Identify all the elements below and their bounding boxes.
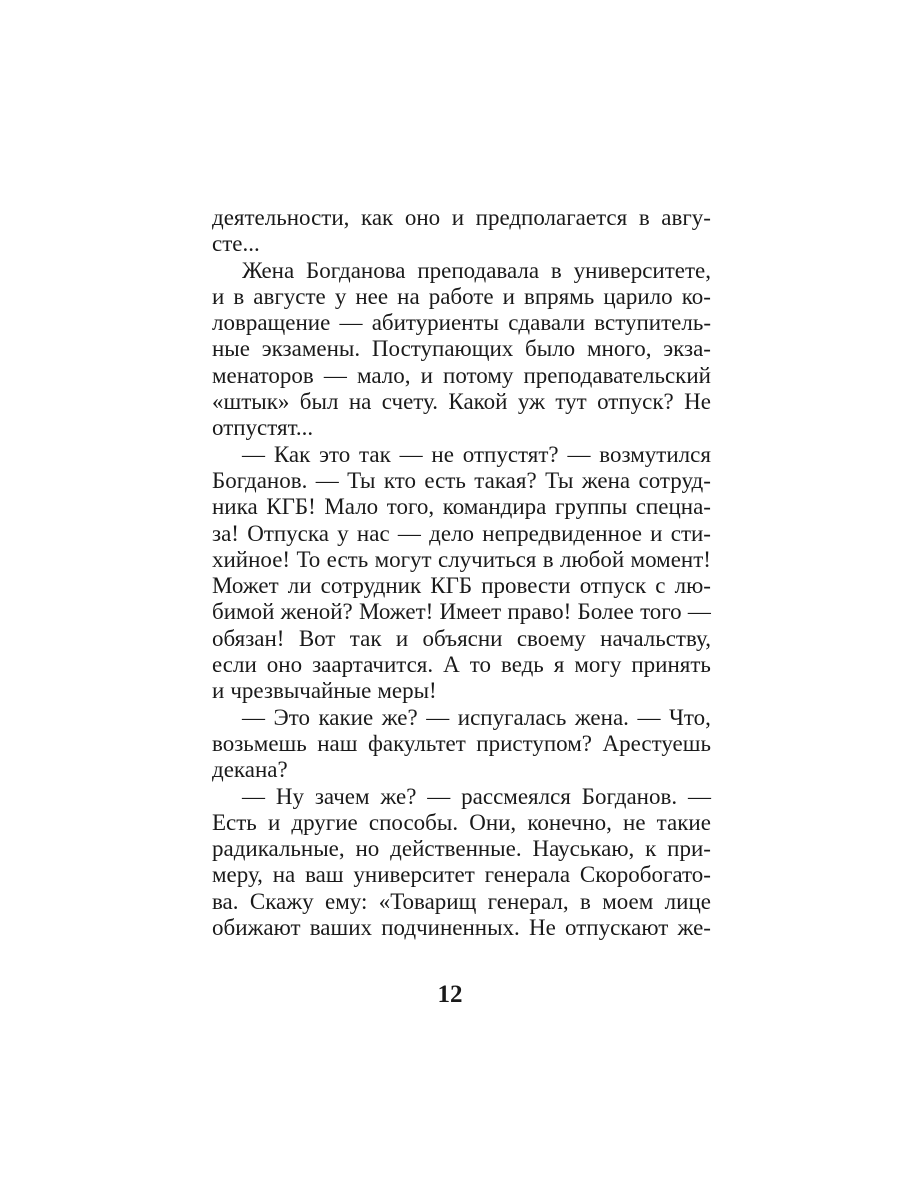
text-line: «штык» был на счету. Какой уж тут отпуск? Не [212,389,711,415]
text-line: меру, на ваш университет генерала Скоробогато- [212,862,711,888]
text-line: деятельности, как оно и предполагается в авгу- [212,205,711,230]
text-line: ника КГБ! Мало того, командира группы спецна- [212,494,711,520]
text-line: Жена Богданова преподавала в университете, [242,257,711,283]
text-line: сте... [212,231,260,257]
text-line: и в августе у нее на работе и впрямь царило ко- [212,283,711,309]
text-line: ные экзамены. Поступающих было много, экза- [212,336,711,362]
text-line: Богданов. — Ты кто есть такая? Ты жена сотруд- [212,467,711,493]
page-body [212,205,711,941]
text-line: за! Отпуска у нас — дело непредвиденное и сти- [212,520,711,546]
text-line: возьмешь наш факультет приступом? Арестуешь [212,730,711,756]
paragraph [212,705,711,784]
text-line: обязан! Вот так и объясни своему начальству, [212,625,711,651]
text-line: обижают ваших подчиненных. Не отпускают же- [212,915,711,941]
text-line: — Это какие же? — испугалась жена. — Что, [242,704,711,730]
text-line: если оно заартачится. А то ведь я могу принять [212,652,711,678]
text-line: менаторов — мало, и потому преподавательский [212,362,711,388]
paragraph [212,442,711,705]
text-line: — Как это так — не отпустят? — возмутился [242,441,711,467]
text-line: Есть и другие способы. Они, конечно, не такие [212,809,711,835]
text-line: ловращение — абитуриенты сдавали вступитель- [212,310,711,336]
paragraph [212,205,711,258]
text-line: декана? [212,757,288,783]
text-line: — Ну зачем же? — рассмеялся Богданов. — [242,783,711,809]
text-line: и чрезвычайные меры! [212,678,437,704]
text-line: бимой женой? Может! Имеет право! Более того — [212,599,711,625]
page-number: 12 [437,981,463,1008]
text-line: ва. Скажу ему: «Товарищ генерал, в моем лице [212,888,711,914]
paragraph [212,258,711,442]
text-line: хийное! То есть могут случиться в любой момент! [212,546,711,572]
text-line: отпустят... [212,415,314,441]
text-line: радикальные, но действенные. Науськаю, к при- [212,836,711,862]
text-line: Может ли сотрудник КГБ провести отпуск с лю- [212,573,711,599]
paragraph [212,784,711,942]
